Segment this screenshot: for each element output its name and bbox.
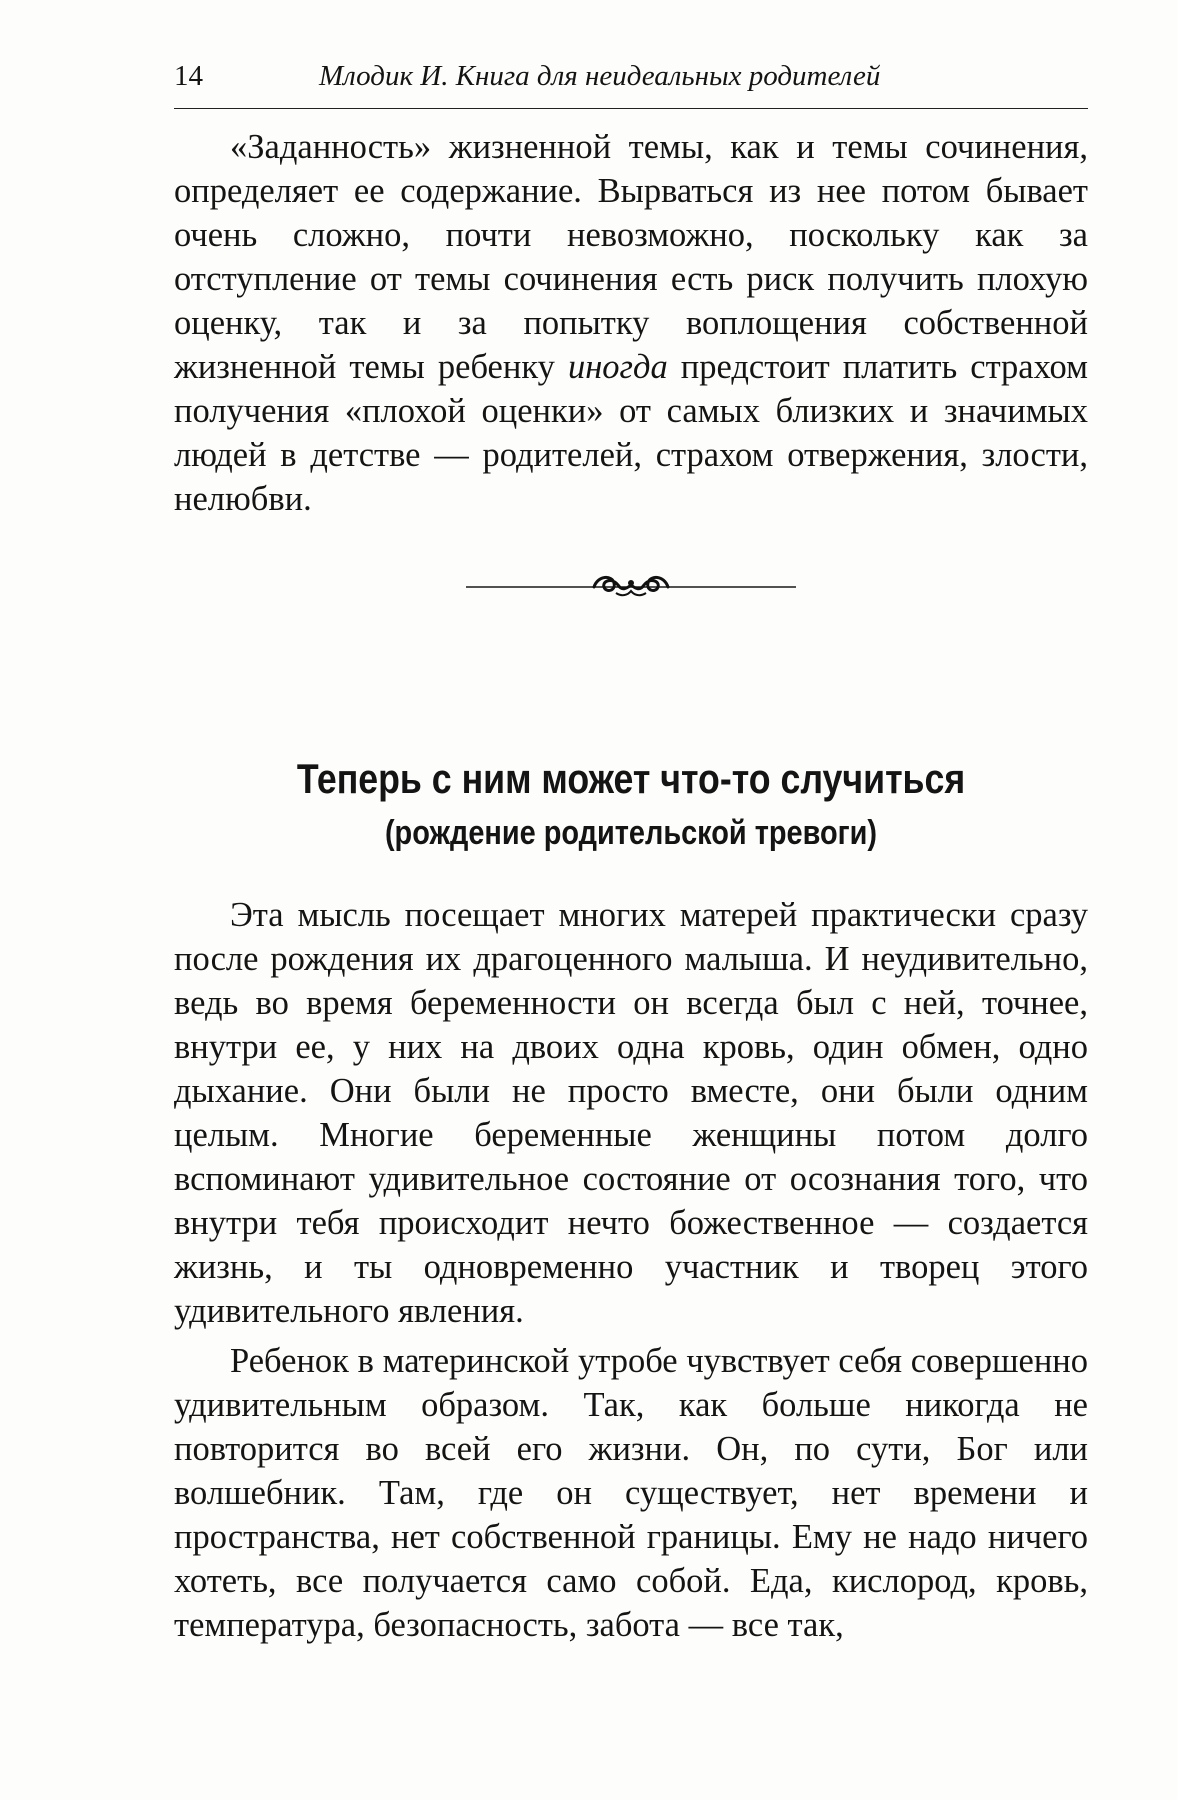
body-paragraph-1: Эта мысль посещает многих матерей практически сразу после рождения их драгоценного малыша. И неудивительно, ведь во время беременности он всегда был с ней, точнее, внутри ее, у них на двоих одна кровь, один обмен, одно дыхание. Они были не просто вместе, они были одним целым. Многие беременные женщины потом долго вспоминают удивительное состояние от осознания того, что внутри тебя происходит нечто божественное — создается жизнь, и ты одновременно участник и творец этого удивительного явления.: [174, 896, 1088, 1330]
intro-text-end: предстоит платить страхом получения «плохой оценки» от самых близких и значимых людей в детстве — родителей, страхом отвержения, злости, нелюбви.: [174, 348, 1088, 518]
running-header: [174, 60, 1088, 109]
running-title: Млодик И. Книга для неидеальных родителей: [319, 60, 881, 92]
intro-paragraph: [174, 125, 1088, 521]
book-page: [174, 60, 1088, 1647]
intro-emphasis: иногда: [567, 348, 668, 386]
section-divider-ornament: [174, 563, 1088, 603]
page-number: 14: [174, 60, 203, 92]
intro-text-start: «Заданность» жизненной темы, как и темы сочинения, определяет ее содержание. Вырваться из нее потом бывает очень сложно, почти невозможно, поскольку как за отступление от темы сочинения есть риск получить плохую оценку, так и за попытку воплощения собственной жизненной темы ребенку: [174, 128, 1088, 386]
flourish-icon: [466, 563, 796, 603]
chapter-title: Теперь с ним может что-то случиться: [296, 755, 966, 802]
chapter-subtitle: (рождение родительской тревоги): [384, 814, 878, 852]
body-paragraph-2: Ребенок в материнской утробе чувствует себя совершенно удивительным образом. Так, как больше никогда не повторится во всей его жизни. Он, по сути, Бог или волшебник. Там, где он существует, нет времени и пространства, нет собственной границы. Ему не надо ничего хотеть, все получается само собой. Еда, кислород, кровь, температура, безопасность, забота — все так,: [174, 1342, 1088, 1644]
